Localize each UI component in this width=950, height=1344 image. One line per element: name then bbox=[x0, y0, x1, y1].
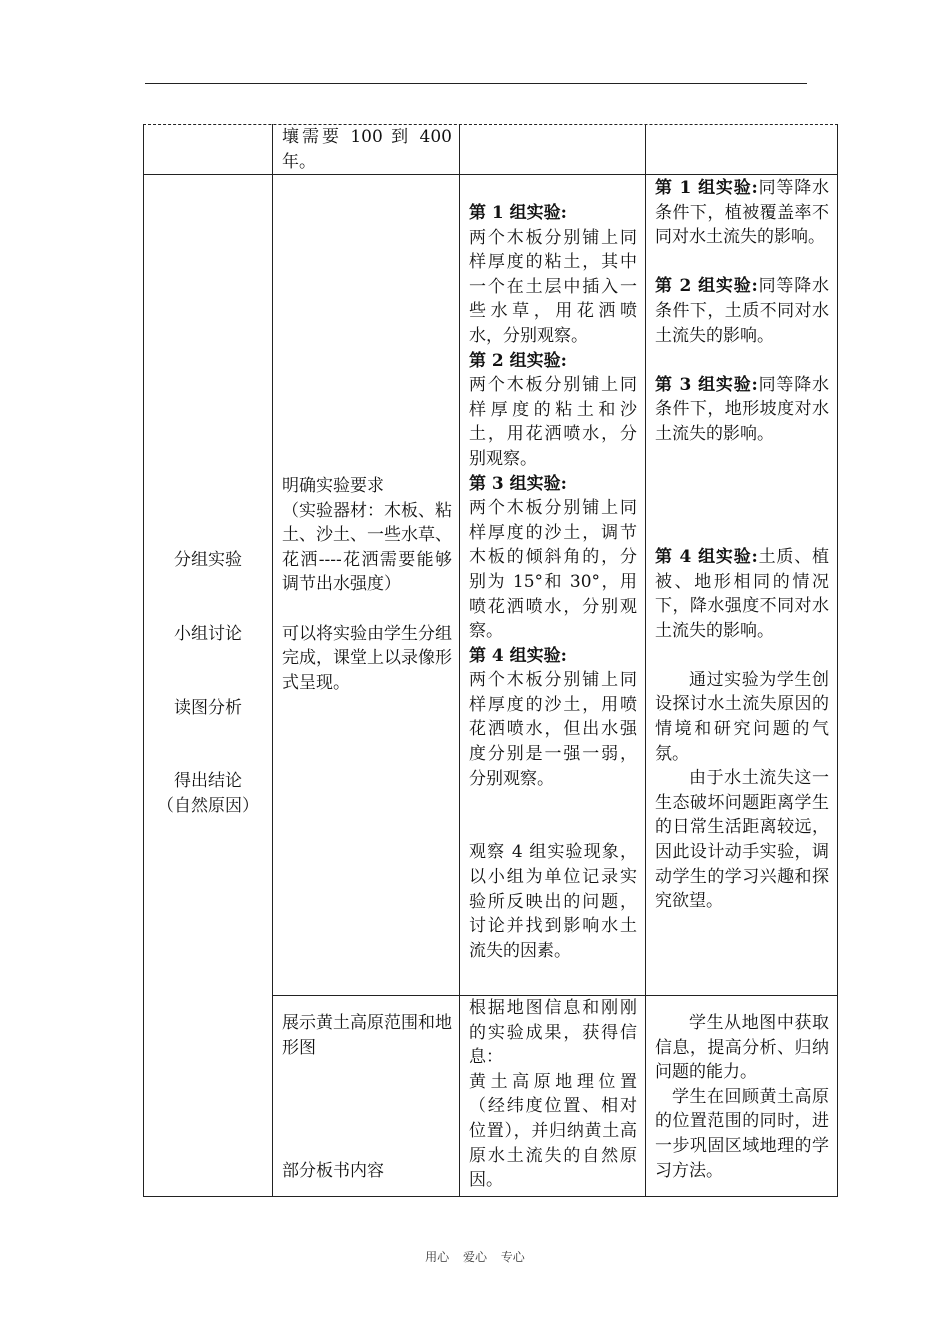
group-title: 第 4 组实验: bbox=[469, 645, 567, 666]
group-title: 第 2 组实验: bbox=[655, 276, 758, 297]
student-paragraph: 根据地图信息和刚刚的实验成果，获得信息： bbox=[469, 998, 637, 1068]
teacher-paragraph: （实验器材：木板、粘土、沙土、一些水草、花洒----花洒需要能够调节出水强度） bbox=[282, 500, 452, 595]
group-text: 两个木板分别铺上同样厚度的粘土，其中一个在土层中插入一些水草，用花洒喷水，分别观察。 bbox=[469, 227, 637, 346]
group-text: 两个木板分别铺上同样厚度的粘土和沙土，用花洒喷水，分别观察。 bbox=[469, 375, 637, 469]
column-border bbox=[272, 124, 273, 1196]
student-activity-map bbox=[469, 996, 637, 1193]
stage-label: 小组讨论 bbox=[174, 623, 242, 644]
row-divider bbox=[143, 174, 838, 175]
group-title: 第 4 组实验: bbox=[655, 546, 758, 567]
teacher-activity-map bbox=[282, 1011, 452, 1183]
student-paragraph: 黄土高原地理位置（经纬度位置、相对位置），并归纳黄土高原水土流失的自然原因。 bbox=[469, 1071, 637, 1191]
teacher-activity-experiment bbox=[282, 474, 452, 695]
column-border bbox=[645, 124, 646, 1196]
teacher-paragraph: 展示黄土高原范围和地形图 bbox=[282, 1013, 452, 1058]
group-text: 两个木板分别铺上同样厚度的沙土，调节木板的倾斜角的，分别为 15°和 30°，用喷花洒喷水，分别观察。 bbox=[469, 498, 637, 642]
intent-paragraph: 由于水土流失这一生态破坏问题距离学生的日常生活距离较远，因此设计动手实验，调动学生的学习兴趣和探究欲望。 bbox=[655, 768, 829, 912]
teacher-paragraph: 部分板书内容 bbox=[282, 1160, 384, 1181]
stage-column bbox=[144, 548, 272, 819]
group-text: 土质、植被、地形相同的情况下，降水强度不同对水土流失的影响。 bbox=[655, 546, 829, 641]
teacher-paragraph: 明确实验要求 bbox=[282, 476, 384, 496]
group-title: 第 1 组实验: bbox=[655, 178, 758, 198]
group-title: 第 1 组实验: bbox=[469, 203, 567, 223]
stage-label: （自然原因） bbox=[157, 795, 259, 816]
intent-paragraph: 通过实验为学生创设探讨水土流失原因的情境和研究问题的气氛。 bbox=[655, 669, 829, 764]
page-footer: 用心 爱心 专心 bbox=[425, 1250, 525, 1264]
stage-label: 读图分析 bbox=[174, 697, 242, 718]
continued-text: 壤需要 100 到 400 年。 bbox=[282, 127, 452, 172]
column-border bbox=[837, 124, 838, 1196]
group-text: 同等降水条件下，地形坡度对水土流失的影响。 bbox=[655, 374, 829, 444]
group-text: 两个木板分别铺上同样厚度的沙土，用喷花洒喷水，但出水强度分别是一强一弱，分别观察。 bbox=[469, 670, 637, 789]
intent-map bbox=[655, 1011, 829, 1183]
group-text: 同等降水条件下，植被覆盖率不同对水土流失的影响。 bbox=[655, 178, 829, 248]
group-title: 第 2 组实验: bbox=[469, 350, 567, 371]
column-border bbox=[459, 124, 460, 1196]
stage-label: 得出结论 bbox=[174, 771, 242, 792]
intent-paragraph: 学生在回顾黄土高原的位置范围的同时，进一步巩固区域地理的学习方法。 bbox=[655, 1086, 829, 1181]
student-activity-experiment bbox=[469, 201, 637, 963]
stage-label: 分组实验 bbox=[174, 550, 242, 570]
teacher-paragraph: 可以将实验由学生分组完成，课堂上以录像形式呈现。 bbox=[282, 623, 452, 693]
group-title: 第 3 组实验: bbox=[655, 374, 758, 395]
intent-paragraph: 学生从地图中获取信息，提高分析、归纳问题的能力。 bbox=[655, 1013, 829, 1083]
table-bottom-border bbox=[143, 1196, 838, 1197]
intent-experiment bbox=[655, 176, 829, 914]
header-rule bbox=[145, 83, 807, 84]
group-title: 第 3 组实验: bbox=[469, 473, 567, 494]
group-text: 同等降水条件下，土质不同对水土流失的影响。 bbox=[655, 276, 829, 346]
table-top-border bbox=[143, 124, 838, 125]
top-row-cell-content bbox=[282, 125, 452, 174]
observe-text: 观察 4 组实验现象，以小组为单位记录实验所反映出的问题，讨论并找到影响水土流失的因素。 bbox=[469, 842, 637, 961]
